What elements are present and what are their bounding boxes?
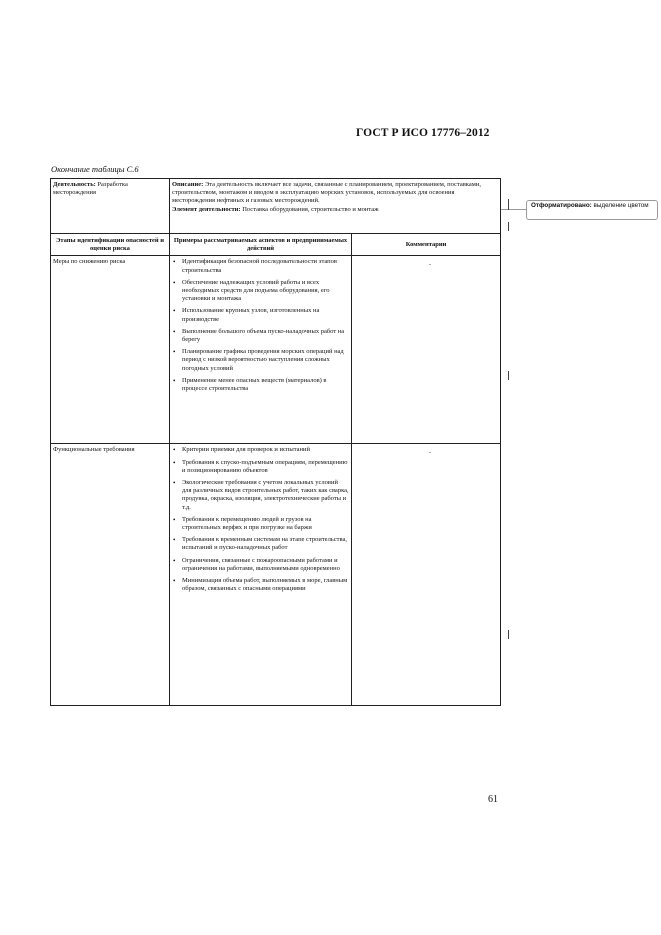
description-cell: [170, 179, 501, 234]
list-item: • Требования к временным системам на этапе строительства, испытаний и пуско-наладочных работ: [172, 536, 349, 552]
comment-connector: [501, 209, 526, 210]
stage-label: Функциональные требования: [53, 446, 135, 454]
column-header-examples: Примеры рассматриваемых аспектов и предпринимаемых действий: [170, 234, 352, 256]
element-value: Поставка оборудования, строительство и монтаж: [240, 205, 379, 213]
table-caption: Окончание таблицы С.6: [51, 164, 139, 174]
comment-label: Отформатировано:: [531, 202, 592, 209]
comment-cell: [352, 444, 501, 706]
items-list: [172, 446, 349, 593]
standard-header: ГОСТ Р ИСО 17776–2012: [356, 127, 490, 139]
column-header-stages: Этапы идентификации опасностей и оценки риска: [51, 234, 170, 256]
comment-cell: [352, 256, 501, 444]
list-item: • Критерии приемки для проверок и испытаний: [172, 446, 349, 454]
activity-value: Разработка месторождения: [53, 181, 128, 197]
change-bar: [508, 222, 509, 231]
comment-dash: -: [429, 450, 431, 457]
change-bar: [508, 630, 509, 639]
stage-cell: [51, 444, 170, 706]
comment-text: выделение цветом: [591, 202, 649, 209]
stage-cell: [51, 256, 170, 444]
list-item: • Планирование графика проведения морских операций над период с низкой вероятностью наступления сложных погодных условий: [172, 348, 349, 373]
page-number: 61: [488, 794, 498, 805]
comment-dash: -: [429, 262, 431, 269]
list-item: • Требования к перемещению людей и грузов на строительных верфях и при погрузке на баржи: [172, 516, 349, 532]
list-item: • Выполнение большого объема пуско-наладочных работ на берегу: [172, 328, 349, 344]
change-bar: [508, 199, 509, 210]
element-label: Элемент деятельности:: [172, 205, 241, 213]
list-item: • Требования к спуско-подъемным операциям, перемещению и позиционированию объектов: [172, 459, 349, 475]
description-text: Эта деятельность включает все задачи, связанные с планированием, проектированием, поставками, строительством, монтажом и вводом в эксплуатацию морских установок, используемых для освоения месторождения нефтяных и газовых месторождений.: [172, 181, 481, 205]
change-bar: [508, 371, 509, 380]
list-item: • Применение менее опасных веществ (материалов) в процессе строительства: [172, 377, 349, 393]
list-item: • Идентификация безопасной последовательности этапов строительства: [172, 258, 349, 274]
activity-label: Деятельность:: [53, 181, 96, 188]
table-row: [51, 444, 501, 706]
items-cell: [170, 444, 352, 706]
table-row: [51, 256, 501, 444]
column-header-comments: Комментарии: [352, 234, 501, 256]
table-c6: [50, 178, 501, 706]
list-item: • Обеспечение надлежащих условий работы и всех необходимых средств для подъема оборудования, его установки и монтажа: [172, 279, 349, 304]
format-comment-bubble[interactable]: [526, 200, 658, 220]
list-item: • Минимизация объема работ, выполняемых в море, главным образом, связанных с опасными операциями: [172, 577, 349, 593]
description-label: Описание:: [172, 181, 204, 188]
list-item: • Использование крупных узлов, изготовленных на производстве: [172, 307, 349, 323]
column-header-row: [51, 234, 501, 256]
list-item: • Ограничения, связанные с пожароопасными работами и ограничения на работами, выполняемыми одновременно: [172, 557, 349, 573]
activity-cell: [51, 179, 170, 234]
list-item: • Экологические требования с учетом локальных условий для различных видов строительных работ, таких как сварка, продувка, окраска, изоляция, электротехнические работы и т.д.: [172, 479, 349, 512]
items-cell: [170, 256, 352, 444]
activity-row: [51, 179, 501, 234]
items-list: [172, 258, 349, 393]
stage-label: Меры по снижению риска: [53, 258, 126, 266]
